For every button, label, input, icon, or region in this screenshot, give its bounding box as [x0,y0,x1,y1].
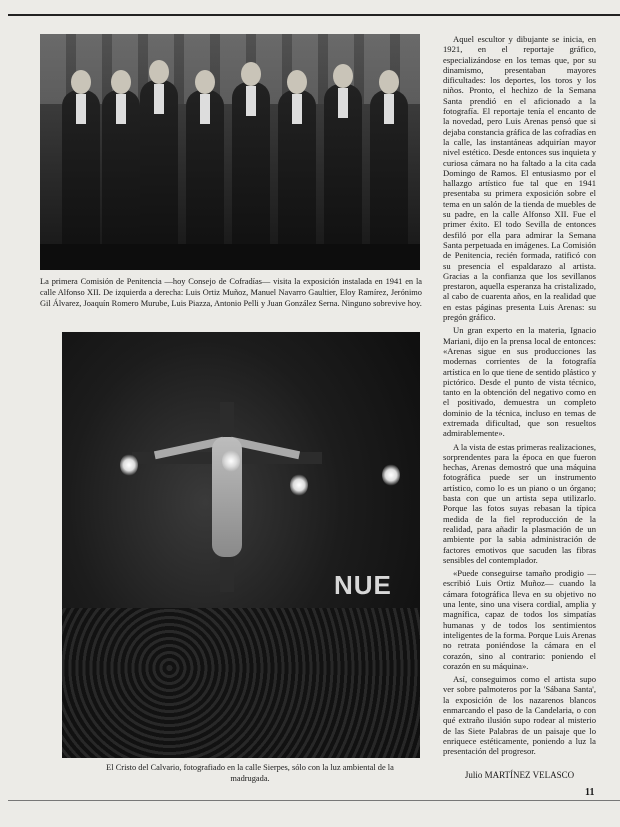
paragraph: «Puede conseguirse tamaño prodigio —escribió Luis Ortiz Muñoz— cuando la cámara fotográfica lleva en su objetivo no una lente, sino una visera cordial, amplia y magnífica, capaz de todos los simpatías humanas y de todos los sentimientos inteligentes de la forma. Porque Luis Arenas no retrata poniéndose la cámara en el corazón, sino al contrario: poniendo el corazón en su máquina». [443,568,596,671]
page-number: 11 [585,787,595,798]
photo-sign-text: NUE [334,570,392,600]
article-column [443,34,596,759]
photo-cristo-calvario [62,332,420,758]
byline: Julio MARTÍNEZ VELASCO [464,770,575,780]
caption-top: La primera Comisión de Penitencia —hoy Consejo de Cofradías— visita la exposición instalada en 1941 en la calle Alfonso XII. De izquierda a derecha: Luis Ortiz Muñoz, Manuel Navarro Gaultier, Eloy Ramírez, Jerónimo Gil Álvarez, Joaquín Romero Murube, Luis Piazza, Antonio Pelli y Juan González Serna. Ninguno sobrevive hoy. [40,277,422,308]
paragraph: A la vista de estas primeras realizaciones, sorprendentes para la época en que fueron hechas, Arenas demostró que una máquina fotográfica puede ser un instrumento artístico, como lo es un piano o un órgano; basta con que un artista sepa utilizarlo. Porque las fotos suyas rebasan la típica medida de la fiel reproducción de la realidad, para añadir la plasmación de un ambiente por la sabia administración de factores emotivos que sacuden las fibras sensibles del contemplador. [443,441,596,565]
paragraph: Un gran experto en la materia, Ignacio Mariani, dijo en la prensa local de entonces: «Arenas sigue en sus producciones las modernas corrientes de la fotografía artística en lo que tiene de sentido plástico y pictórico. Desde el punto de vista técnico, tanto en la obtención del negativo como en el positivado, demuestra un completo dominio de la técnica, incluso en temas de extremada dificultad, que son resueltos admirablemente». [443,325,596,439]
caption-bottom: El Cristo del Calvario, fotografiado en la calle Sierpes, sólo con la luz ambiental de la madrugada. [106,763,394,783]
top-rule [8,14,620,16]
photo-commission-group [40,34,420,270]
paragraph: Así, conseguimos como el artista supo ver sobre palmoteros por la 'Sábana Santa', la exposición de los nazarenos blancos enmarcando el paso de la Candelaria, o con qué extraño ilusión supo rodear al misterio de las Siete Palabras de un paisaje que lo enriquece estéticamente, poniendo a luz la presentación del progresor. [443,674,596,757]
paragraph: Aquel escultor y dibujante se inicia, en 1921, en el reportaje gráfico, especializándose en los temas que, por su dinamismo, presentaban mayores dificultades: los deportes, los toros y los niños. Pronto, el hechizo de la Semana Santa prendió en el aficionado a la fotografía. El reportaje tenía el encanto de la novedad, pero Luis Arenas pensó que si dejaba constancia gráfica de las cofradías en la calle, las instantáneas adquirían mayor nivel estético. Desde entonces sus inquieta y curiosa cámara no ha faltado a la cita cada Domingo de Ramos. El entusiasmo por el hallazgo artístico fue tal que en 1941 presentaba su primera exposición sobre el tema en un salón de la tienda de muebles de su padre, en la calle Alfonso XII. Fue el primer éxito. El todo Sevilla de entonces desfiló por ella para admirar la Semana Santa perpetuada en imágenes. La Comisión de Penitencia, recién formada, ratificó con su presencia el espaldarazo al artista. Gracias a la confianza que los sevillanos prestaron, aquella esperanza ha cristalizado, al cabo de cuarenta años, en la realidad que en estas páginas presenta Luis Arenas: su pregón gráfico. [443,34,596,323]
bottom-rule [8,800,620,801]
